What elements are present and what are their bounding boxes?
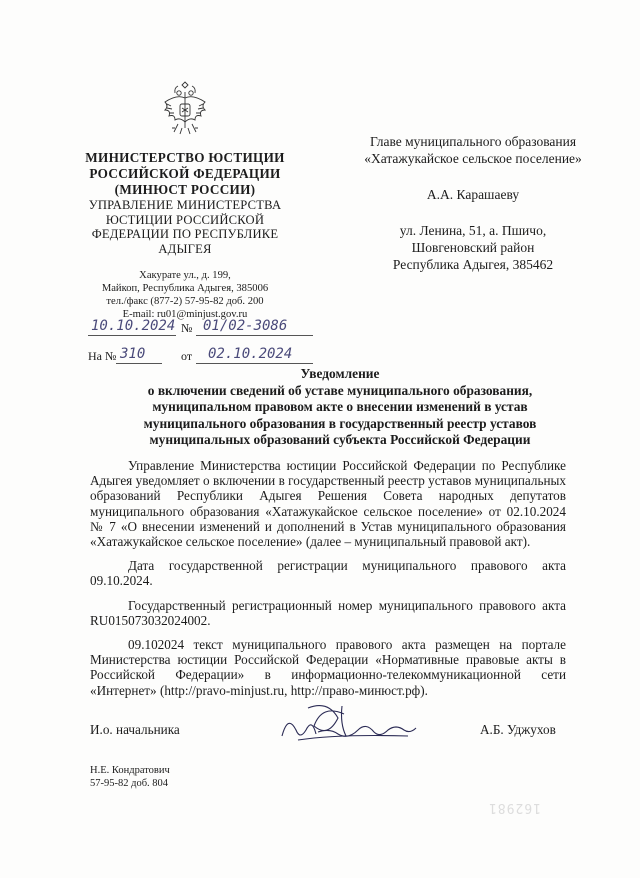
handwritten-signature	[278, 696, 428, 754]
ministry-name-line: МИНИСТЕРСТВО ЮСТИЦИИ	[85, 150, 285, 165]
ministry-name-line: (МИНЮСТ РОССИИ)	[114, 182, 256, 197]
reference-row	[88, 346, 313, 366]
address-line: Майкоп, Республика Адыгея, 385006	[101, 283, 269, 294]
body-paragraph: 09.102024 текст муниципального правового акта размещен на портале Министерства юстиции Российской Федерации «Нормативные правовые акты в Российской Федерации» в информационно-телекоммуникационной сети «Интернет» (http://pravo-minjust.ru, http://право-минюст.рф).	[90, 637, 566, 698]
email-line: E-mail: ru01@minjust.gov.ru	[122, 309, 248, 320]
underline	[196, 335, 313, 336]
registration-date: 10.10.2024	[91, 318, 176, 334]
signatory-name: А.Б. Уджухов	[480, 722, 556, 737]
sender-header	[60, 150, 310, 321]
registration-row	[88, 318, 313, 338]
recipient-title-line: Главе муниципального образования	[369, 134, 577, 149]
registration-number: 01/02-3086	[203, 318, 288, 334]
recipient-address-line: Республика Адыгея, 385462	[392, 257, 554, 272]
document-title	[80, 366, 600, 449]
faint-stamp-number: 162981	[488, 800, 541, 815]
body-paragraph: Управление Министерства юстиции Российской Федерации по Республике Адыгея уведомляет о включении в государственный реестр уставов муниципальных образований Республики Адыгея Решения Совета народных депутатов муниципального образования «Хатажукайское сельское поселение» от 02.10.2024 № 7 «О внесении изменений и дополнений в Устав муниципального образования «Хатажукайское сельское поселение» (далее – муниципальный правовой акт).	[90, 458, 566, 550]
title-line: муниципальном правовом акте о внесении изменений в устав	[152, 399, 528, 414]
underline	[88, 335, 176, 336]
title-heading: Уведомление	[300, 366, 380, 381]
recipient-block	[342, 133, 604, 273]
ministry-name-line: РОССИЙСКОЙ ФЕДЕРАЦИИ	[89, 166, 281, 181]
department-name-line: ЮСТИЦИИ РОССИЙСКОЙ	[105, 212, 265, 227]
coat-of-arms-emblem	[160, 78, 210, 138]
executor-info	[90, 764, 170, 790]
underline	[116, 363, 162, 364]
reference-date: 02.10.2024	[208, 346, 293, 362]
body-paragraph: Государственный регистрационный номер муниципального правового акта RU015073032024002.	[90, 597, 566, 628]
sender-address	[60, 269, 310, 321]
number-label: №	[181, 321, 193, 335]
department-name-line: ФЕДЕРАЦИИ ПО РЕСПУБЛИКЕ	[91, 227, 279, 241]
executor-name: Н.Е. Кондратович	[90, 765, 170, 776]
title-line: муниципальных образований субъекта Российской Федерации	[149, 432, 531, 447]
recipient-name: А.А. Карашаеву	[426, 187, 520, 202]
executor-phone: 57-95-82 доб. 804	[90, 778, 169, 789]
recipient-address-line: Шовгеновский район	[411, 240, 535, 255]
document-body	[90, 458, 566, 707]
recipient-address-line: ул. Ленина, 51, а. Пшичо,	[399, 223, 547, 238]
signatory-position: И.о. начальника	[90, 722, 180, 737]
department-name-line: УПРАВЛЕНИЕ МИНИСТЕРСТВА	[88, 198, 282, 212]
title-line: муниципального образования в государственный реестр уставов	[143, 415, 537, 431]
title-line: о включении сведений об уставе муниципального образования,	[147, 382, 533, 398]
from-label: от	[181, 349, 193, 363]
address-line: Хакурате ул., д. 199,	[139, 270, 231, 281]
recipient-title-line: «Хатажукайское сельское поселение»	[364, 151, 582, 166]
department-name-line: АДЫГЕЯ	[158, 241, 212, 256]
underline	[196, 363, 313, 364]
reference-number: 310	[120, 346, 146, 362]
body-paragraph: Дата государственной регистрации муниципального правового акта 09.10.2024.	[90, 558, 566, 589]
on-number-label: На №	[88, 349, 117, 363]
address-line: тел./факс (877-2) 57-95-82 доб. 200	[106, 296, 264, 307]
